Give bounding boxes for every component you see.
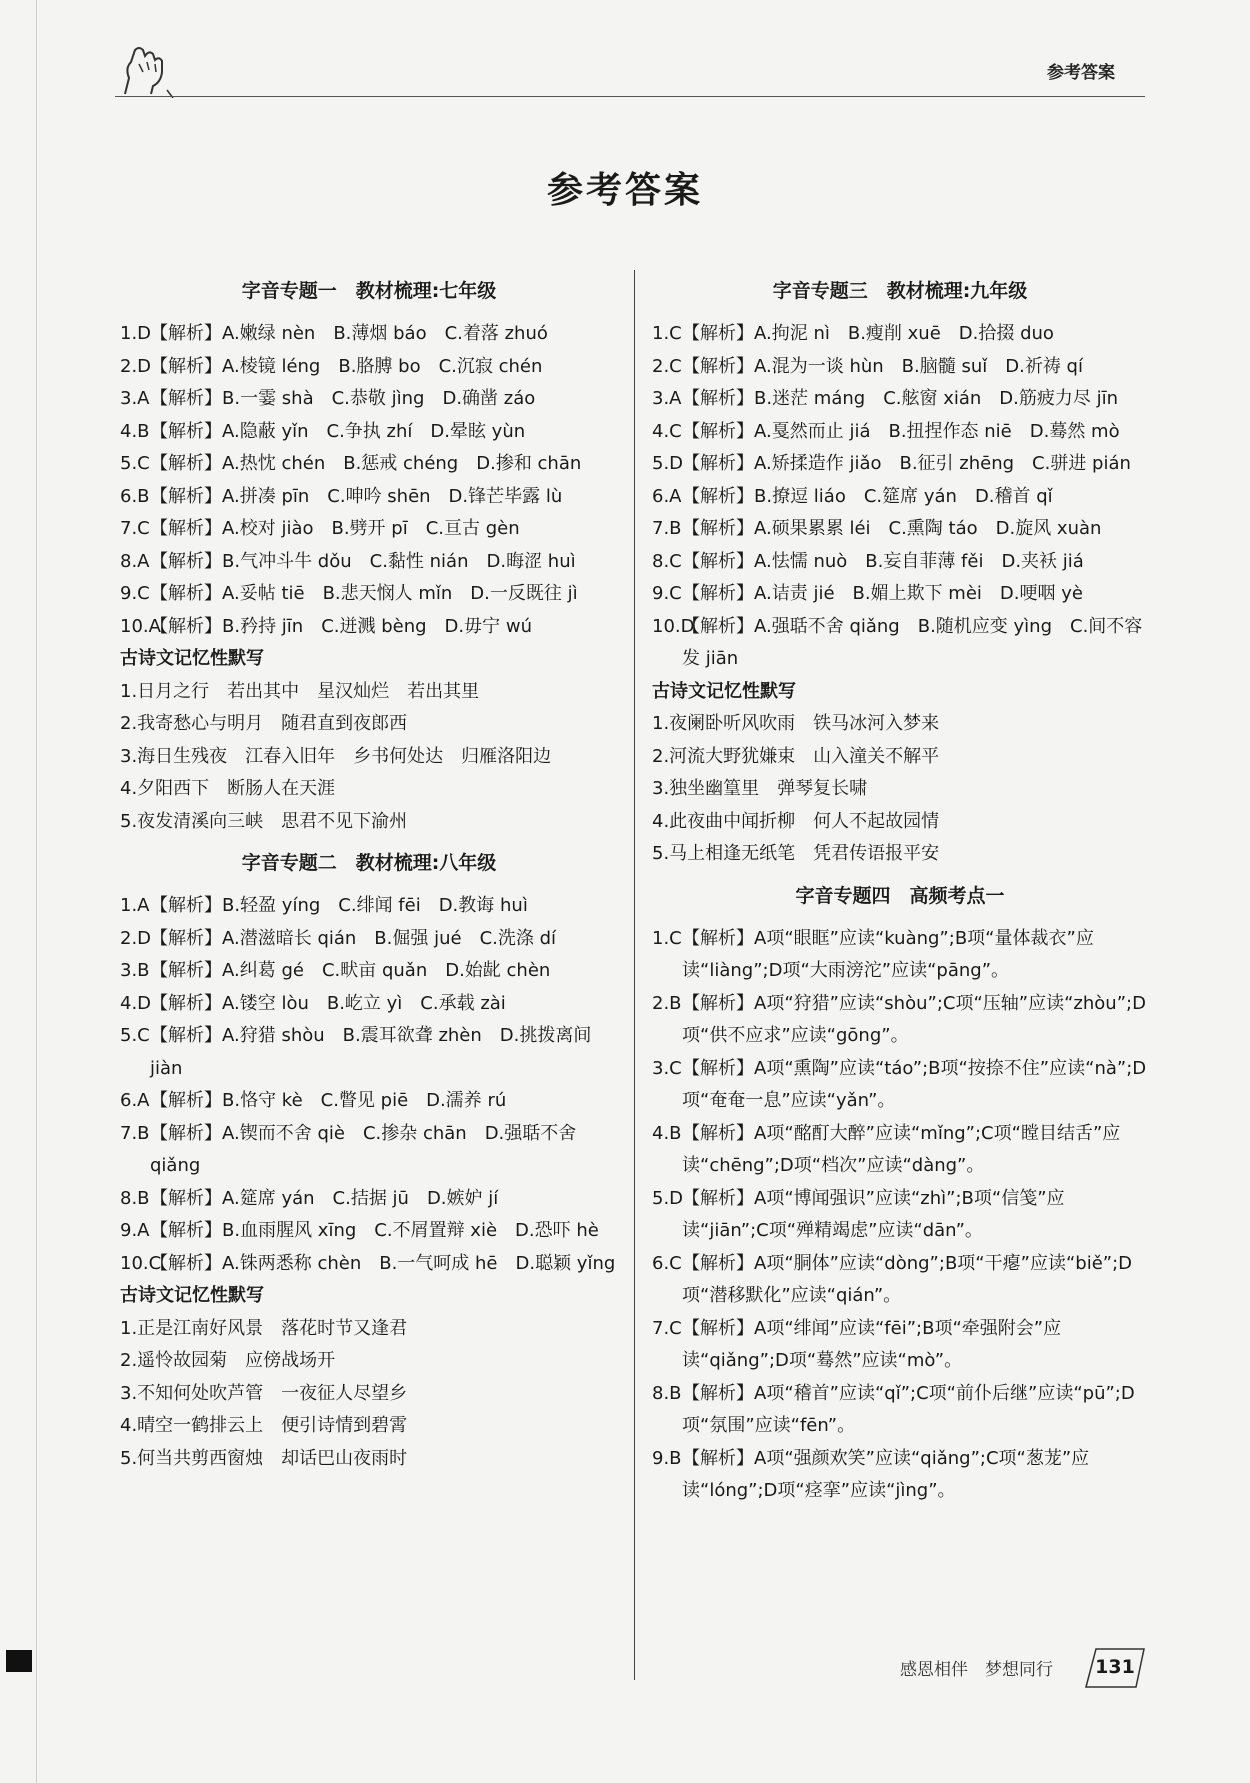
answer-item: 9.A【解析】B.血雨腥风 xīng C.不屑置辩 xiè D.恐吓 hè: [120, 1220, 599, 1241]
answer-item: 5.D【解析】A项“博闻强识”应读“zhì”;B项“信笺”应读“jiān”;C项“殚精竭虑”应读“dān”。: [652, 1187, 1065, 1241]
poem-subtitle: 古诗文记忆性默写: [652, 680, 796, 702]
header-label: 参考答案: [1047, 63, 1115, 83]
answer-item: 4.C【解析】A.戛然而止 jiá B.扭捏作态 niē D.蓦然 mò: [652, 420, 1120, 442]
answer-item: 8.B【解析】A.筵席 yán C.拮据 jū D.嫉妒 jí: [120, 1187, 499, 1209]
poem-line: 2.遥怜故园菊 应傍战场开: [120, 1350, 336, 1371]
answer-item: 7.C【解析】A.校对 jiào B.劈开 pī C.亘古 gèn: [120, 518, 520, 539]
answer-item: 3.B【解析】A.纠葛 gé C.畎亩 quǎn D.始龀 chèn: [120, 960, 551, 981]
answer-item: 2.C【解析】A.混为一谈 hùn B.脑髓 suǐ D.祈祷 qí: [652, 355, 1083, 377]
poem-line: 5.夜发清溪向三峡 思君不见下渝州: [120, 810, 408, 832]
answer-item: 7.C【解析】A项“绯闻”应读“fēi”;B项“牵强附会”应读“qiǎng”;D项“蓦然”应读“mò”。: [652, 1317, 1062, 1371]
answer-item: 2.B【解析】A项“狩猎”应读“shòu”;C项“压轴”应读“zhòu”;D项“供不应求”应读“gōng”。: [652, 992, 1146, 1046]
answer-item: 1.C【解析】A.拘泥 nì B.瘦削 xuē D.拾掇 duo: [652, 323, 1054, 344]
answer-item: 6.A【解析】B.撩逗 liáo C.筵席 yán D.稽首 qǐ: [652, 485, 1053, 507]
footer-slogan: 感恩相伴 梦想同行: [900, 1660, 1053, 1680]
answer-item: 9.C【解析】A.诘责 jié B.媚上欺下 mèi D.哽咽 yè: [652, 583, 1083, 604]
answer-item: 10.C【解析】A.铢两悉称 chèn B.一气呵成 hē D.聪颖 yǐng: [120, 1252, 616, 1274]
answer-list: [120, 318, 618, 643]
answer-item: 7.B【解析】A.硕果累累 léi C.熏陶 táo D.旋风 xuàn: [652, 518, 1102, 539]
answer-item: 4.B【解析】A项“酩酊大醉”应读“mǐng”;C项“瞠目结舌”应读“chēng”;D项“档次”应读“dàng”。: [652, 1122, 1121, 1176]
section-title: 字音专题一 教材梳理:七年级: [241, 280, 497, 302]
answer-item: 8.B【解析】A项“稽首”应读“qǐ”;C项“前仆后继”应读“pū”;D项“氛围”应读“fēn”。: [652, 1382, 1135, 1436]
scan-edge: [36, 0, 37, 1783]
answer-item: 6.B【解析】A.拼凑 pīn C.呻吟 shēn D.锋芒毕露 lù: [120, 485, 563, 507]
right-column: [652, 278, 1148, 1508]
poem-line: 3.不知何处吹芦管 一夜征人尽望乡: [120, 1382, 408, 1404]
poem-line: 1.正是江南好风景 落花时节又逢君: [120, 1317, 408, 1339]
section-title: 字音专题二 教材梳理:八年级: [241, 852, 497, 874]
answer-list: [652, 318, 1148, 676]
answer-item: 7.B【解析】A.锲而不舍 qiè C.掺杂 chān D.强聒不舍 qiǎng: [120, 1122, 577, 1176]
poem-line: 5.马上相逢无纸笔 凭君传语报平安: [652, 843, 940, 864]
section-title: 字音专题四 高频考点一: [795, 884, 1005, 907]
page-header: [115, 38, 1145, 98]
answer-list: [120, 890, 618, 1280]
answer-item: 3.A【解析】B.一霎 shà C.恭敬 jìng D.确凿 záo: [120, 388, 536, 409]
poem-line: 2.我寄愁心与明月 随君直到夜郎西: [120, 713, 408, 734]
answer-list: [652, 923, 1148, 1508]
answer-item: 2.D【解析】A.棱镜 léng B.胳膊 bo C.沉寂 chén: [120, 355, 543, 377]
poem-subtitle: 古诗文记忆性默写: [120, 648, 264, 669]
poem-line: 3.海日生残夜 江春入旧年 乡书何处达 归雁洛阳边: [120, 745, 552, 767]
header-rule: [115, 96, 1145, 97]
poem-subtitle: 古诗文记忆性默写: [120, 1285, 264, 1306]
poem-line: 4.夕阳西下 断肠人在天涯: [120, 778, 336, 799]
poem-line: 2.河流大野犹嫌束 山入潼关不解平: [652, 745, 940, 767]
poem-line: 1.夜阑卧听风吹雨 铁马冰河入梦来: [652, 713, 940, 734]
corner-mark: [6, 1650, 32, 1672]
poem-line: 4.此夜曲中闻折柳 何人不起故园情: [652, 810, 940, 832]
answer-item: 6.A【解析】B.恪守 kè C.瞥见 piē D.濡养 rú: [120, 1090, 507, 1111]
page-number: 131: [1095, 1656, 1135, 1678]
answer-item: 9.C【解析】A.妥帖 tiē B.悲天悯人 mǐn D.一反既往 jì: [120, 583, 578, 604]
answer-item: 1.C【解析】A项“眼眶”应读“kuàng”;B项“量体裁衣”应读“liàng”;D项“大雨滂沱”应读“pāng”。: [652, 927, 1094, 981]
answer-item: 3.A【解析】B.迷茫 máng C.舷窗 xián D.筋疲力尽 jīn: [652, 388, 1119, 409]
answer-item: 10.A【解析】B.矜持 jīn C.迸溅 bèng D.毋宁 wú: [120, 615, 532, 637]
answer-item: 1.A【解析】B.轻盈 yíng C.绯闻 fēi D.教诲 huì: [120, 895, 528, 916]
answer-item: 6.C【解析】A项“胴体”应读“dòng”;B项“干瘪”应读“biě”;D项“潜移默化”应读“qián”。: [652, 1252, 1133, 1306]
answer-item: 9.B【解析】A项“强颜欢笑”应读“qiǎng”;C项“葱茏”应读“lóng”;D项“痉挛”应读“jìng”。: [652, 1447, 1090, 1501]
answer-item: 5.C【解析】A.狩猎 shòu B.震耳欲聋 zhèn D.挑拨离间 jiàn: [120, 1025, 592, 1079]
column-divider: [634, 270, 635, 1680]
answer-item: 4.B【解析】A.隐蔽 yǐn C.争执 zhí D.晕眩 yùn: [120, 420, 526, 442]
answer-item: 4.D【解析】A.镂空 lòu B.屹立 yì C.承载 zài: [120, 992, 506, 1014]
poem-line: 1.日月之行 若出其中 星汉灿烂 若出其里: [120, 680, 480, 702]
poem-line: 3.独坐幽篁里 弹琴复长啸: [652, 778, 868, 799]
answer-item: 2.D【解析】A.潜滋暗长 qián B.倔强 jué C.洗涤 dí: [120, 927, 557, 949]
left-column: [120, 278, 618, 1475]
answer-item: 3.C【解析】A项“熏陶”应读“táo”;B项“按捺不住”应读“nà”;D项“奄奄一息”应读“yǎn”。: [652, 1057, 1147, 1111]
answer-item: 10.D【解析】A.强聒不舍 qiǎng B.随机应变 yìng C.间不容发 jiān: [652, 615, 1143, 669]
fist-logo-icon: [115, 42, 175, 98]
answer-item: 5.C【解析】A.热忱 chén B.惩戒 chéng D.掺和 chān: [120, 453, 582, 474]
answer-item: 8.A【解析】B.气冲斗牛 dǒu C.黏性 nián D.晦涩 huì: [120, 550, 576, 572]
answer-item: 8.C【解析】A.怯懦 nuò B.妄自菲薄 fěi D.夹袄 jiá: [652, 550, 1084, 572]
poem-line: 4.晴空一鹤排云上 便引诗情到碧霄: [120, 1415, 408, 1436]
page-title: 参考答案: [546, 170, 703, 211]
answer-item: 5.D【解析】A.矫揉造作 jiǎo B.征引 zhēng C.骈进 pián: [652, 453, 1131, 474]
answer-item: 1.D【解析】A.嫩绿 nèn B.薄烟 báo C.着落 zhuó: [120, 323, 548, 344]
section-title: 字音专题三 教材梳理:九年级: [772, 280, 1028, 302]
poem-line: 5.何当共剪西窗烛 却话巴山夜雨时: [120, 1447, 408, 1469]
